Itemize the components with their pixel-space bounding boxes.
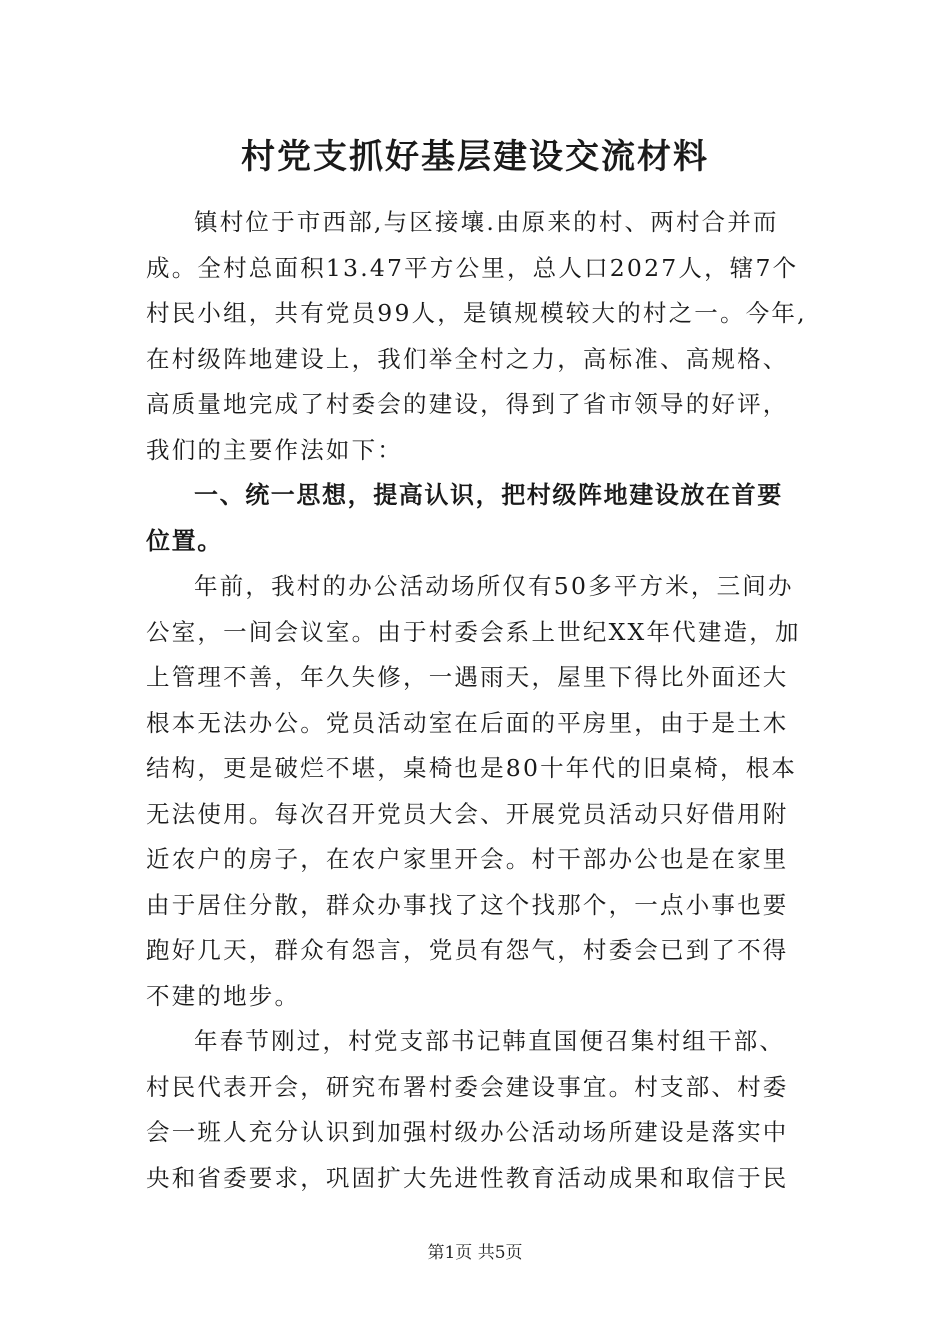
page-footer: 第1页 共5页	[427, 1243, 523, 1263]
paragraph-line: 跑好几天，群众有怨言，党员有怨气，村委会已到了不得	[146, 936, 789, 964]
document-title: 村党支抓好基层建设交流材料	[241, 137, 709, 177]
paragraph-line: 成。全村总面积13.47平方公里，总人口2027人，辖7个	[146, 253, 799, 282]
paragraph-line: 根本无法办公。党员活动室在后面的平房里，由于是土木	[146, 708, 789, 737]
paragraph-line: 镇村位于市西部,与区接壤.由原来的村、两村合并而	[194, 208, 779, 236]
paragraph-line: 我们的主要作法如下：	[146, 435, 403, 464]
paragraph-line: 会一班人充分认识到加强村级办公活动场所建设是落实中	[146, 1118, 789, 1146]
paragraph-line: 结构，更是破烂不堪，桌椅也是80十年代的旧桌椅，根本	[146, 754, 798, 782]
paragraph-line: 在村级阵地建设上，我们举全村之力，高标准、高规格、	[146, 344, 789, 373]
paragraph-line: 村民小组，共有党员99人，是镇规模较大的村之一。今年,	[146, 299, 807, 327]
paragraph-line: 由于居住分散，群众办事找了这个找那个，一点小事也要	[146, 890, 789, 919]
paragraph-line: 高质量地完成了村委会的建设，得到了省市领导的好评，	[146, 390, 789, 418]
paragraph-line: 公室，一间会议室。由于村委会系上世纪XX年代建造，加	[146, 617, 801, 646]
section-heading-line: 一、统一思想，提高认识，把村级阵地建设放在首要	[194, 481, 783, 509]
paragraph-line: 村民代表开会，研究布署村委会建设事宜。村支部、村委	[146, 1072, 789, 1101]
paragraph-line: 年前，我村的办公活动场所仅有50多平方米，三间办	[194, 572, 794, 600]
paragraph-line: 近农户的房子，在农户家里开会。村干部办公也是在家里	[146, 845, 789, 873]
paragraph-line: 上管理不善，年久失修，一遇雨天，屋里下得比外面还大	[146, 663, 789, 691]
paragraph-line: 年春节刚过，村党支部书记韩直国便召集村组干部、	[194, 1027, 786, 1055]
document-body	[146, 200, 808, 1201]
section-heading-line: 位置。	[146, 526, 223, 555]
paragraph-line: 央和省委要求，巩固扩大先进性教育活动成果和取信于民	[146, 1163, 789, 1192]
paragraph-line: 不建的地步。	[146, 981, 301, 1010]
paragraph-line: 无法使用。每次召开党员大会、开展党员活动只好借用附	[146, 799, 789, 828]
